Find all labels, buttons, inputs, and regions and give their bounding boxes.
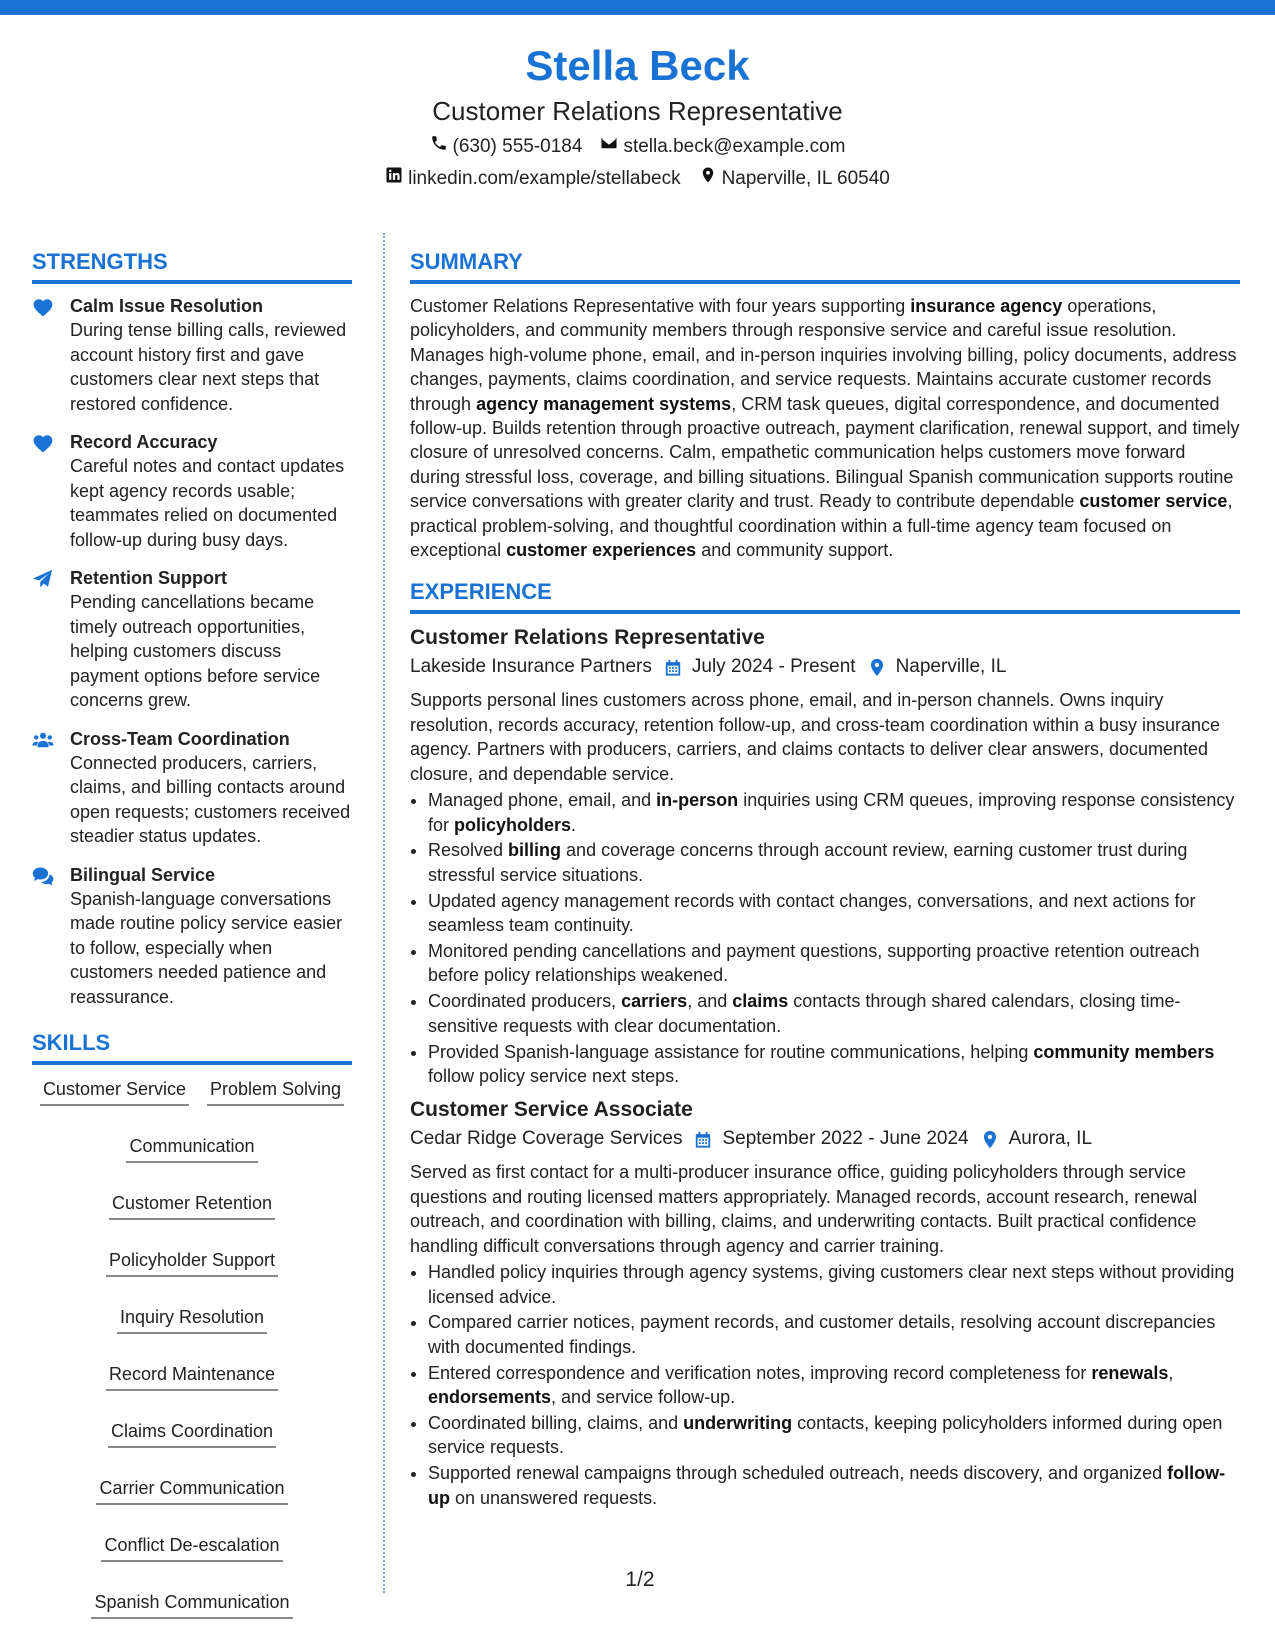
job-bullet: • Resolved billing and coverage concerns through account review, earning customer trust during stressful service situations. [428, 838, 1240, 887]
strength-description: During tense billing calls, reviewed account history first and gave customers clear next steps that restored confidence. [70, 320, 347, 414]
job-bullet: • Coordinated billing, claims, and underwriting contacts, keeping policyholders informed during open service requests. [428, 1411, 1240, 1460]
location-contact [699, 164, 890, 194]
phone-contact [430, 132, 583, 162]
strength-description: Connected producers, carriers, claims, and billing contacts around open requests; customers received steadier status updates. [70, 752, 351, 846]
job-bullet: • Entered correspondence and verification notes, improving record completeness for renewals, endorsements, and service follow-up. [428, 1361, 1240, 1410]
calendar-icon [694, 1130, 722, 1149]
strengths-heading: STRENGTHS [32, 248, 352, 284]
calendar-icon [664, 658, 692, 677]
map-pin-icon [868, 658, 896, 677]
emphasis-text: underwriting [683, 1413, 793, 1434]
map-pin-icon [699, 164, 717, 194]
phone-icon [430, 132, 448, 162]
strength-item [32, 863, 352, 1010]
strength-description: Spanish-language conversations made routine policy service easier to follow, especially when customers needed patience and reassurance. [70, 888, 343, 1007]
job-bullet: • Managed phone, email, and in-person inquiries using CRM queues, improving response consistency for policyholders. [428, 788, 1240, 837]
strengths-list [32, 294, 352, 1009]
emphasis-text: agency management systems [476, 393, 732, 414]
email-contact[interactable] [600, 132, 845, 162]
job-bullets [410, 788, 1240, 1088]
linkedin-icon [385, 164, 403, 194]
job-title: Customer Relations Representative [410, 626, 765, 650]
skills-list [32, 1075, 352, 1619]
job-meta [410, 652, 1240, 682]
summary-text: Customer Relations Representative with four years supporting insurance agency operations, policyholders, and community members through responsive service and careful issue resolution. Manages high-volume phone, email, and in-person inquiries involving billing, policy documents, address changes, payments, claims coordination, and service requests. Maintains accurate customer records through agency management systems, CRM task queues, digital correspondence, and documented follow-up. Builds retention through proactive outreach, payment clarification, renewal support, and timely closure of unresolved concerns. Calm, empathetic communication helps customers move forward during stressful loss, coverage, and billing situations. Bilingual Spanish communication supports routine service conversations with greater clarity and trust. Ready to contribute dependable customer service, practical problem-solving, and thoughtful coordination within a full-time agency team focused on exceptional customer experiences and community support. [410, 296, 1240, 561]
paper-plane-icon [32, 566, 56, 713]
job-bullet: • Provided Spanish-language assistance for routine communications, helping community members follow policy service next steps. [428, 1040, 1240, 1089]
emphasis-text: follow-up [428, 1463, 1226, 1508]
strength-title: Cross-Team Coordination [70, 728, 290, 749]
emphasis-text: in-person [656, 790, 739, 811]
job-bullet: • Handled policy inquiries through agency systems, giving customers clear next steps without providing licensed advice. [428, 1260, 1240, 1309]
job-bullet: • Compared carrier notices, payment records, and customer details, resolving account discrepancies with documented findings. [428, 1310, 1240, 1359]
strength-item [32, 294, 352, 416]
chat-bubbles-icon [32, 863, 56, 1010]
emphasis-text: insurance agency [910, 296, 1063, 316]
skill-tag: Inquiry Resolution [117, 1305, 267, 1334]
skill-tag: Spanish Communication [91, 1590, 292, 1619]
job-bullet: • Supported renewal campaigns through scheduled outreach, needs discovery, and organized follow-up on unanswered requests. [428, 1461, 1240, 1510]
skills-heading: SKILLS [32, 1029, 352, 1065]
candidate-title: Customer Relations Representative [432, 96, 843, 126]
job-title: Customer Service Associate [410, 1098, 693, 1122]
strength-item [32, 430, 352, 552]
users-icon [32, 727, 56, 849]
job-entry [410, 1096, 1240, 1510]
skill-tag: Problem Solving [207, 1077, 344, 1106]
location-text: Naperville, IL 60540 [721, 168, 890, 189]
company-name: Lakeside Insurance Partners [410, 656, 652, 678]
emphasis-text: endorsements [428, 1387, 552, 1408]
skill-tag: Carrier Communication [96, 1476, 287, 1505]
column-divider [383, 233, 385, 1593]
experience-heading: EXPERIENCE [410, 578, 1240, 614]
phone-number: (630) 555-0184 [452, 136, 583, 157]
emphasis-text: policyholders [454, 814, 572, 835]
contact-row-1 [0, 132, 1275, 162]
skill-tag: Conflict De-escalation [101, 1533, 282, 1562]
strength-item [32, 727, 352, 849]
left-column [32, 248, 352, 1619]
job-bullet: • Monitored pending cancellations and payment questions, supporting proactive retention outreach before policy relationships weakened. [428, 939, 1240, 988]
linkedin-contact[interactable] [385, 164, 680, 194]
map-pin-icon [981, 1130, 1009, 1149]
job-description: Served as first contact for a multi-producer insurance office, guiding policyholders through service questions and routing licensed matters appropriately. Managed records, account research, renewal outreach, and coordination with billing, claims, and underwriting contacts. Built practical confidence handling difficult conversations through agency and carrier training. [410, 1162, 1198, 1256]
strength-title: Calm Issue Resolution [70, 296, 264, 316]
job-dates: July 2024 - Present [691, 656, 856, 678]
heart-icon [32, 294, 56, 416]
job-description: Supports personal lines customers across phone, email, and in-person channels. Owns inquiry resolution, records accuracy, retention follow-up, and cross-team coordination within a busy insurance agency. Partners with producers, carriers, and claims contacts to deliver clear answers, documented closure, and dependable service. [410, 690, 1221, 784]
candidate-name: Stella Beck [525, 42, 750, 89]
skill-tag: Communication [126, 1134, 257, 1163]
strength-title: Record Accuracy [70, 432, 218, 452]
experience-list [410, 624, 1240, 1510]
envelope-icon [600, 132, 618, 162]
strength-title: Retention Support [70, 568, 227, 588]
right-column [410, 248, 1240, 1512]
top-accent-bar [0, 0, 1275, 15]
skill-tag: Record Maintenance [106, 1362, 278, 1391]
job-meta [410, 1124, 1240, 1154]
job-entry [410, 624, 1240, 1088]
emphasis-text: customer experiences [506, 540, 697, 561]
heart-icon [32, 430, 56, 552]
contact-row-2 [0, 164, 1275, 194]
emphasis-text: renewals [1091, 1362, 1169, 1383]
strength-description: Pending cancellations became timely outreach opportunities, helping customers discuss payment options before service concerns grew. [70, 592, 321, 710]
job-dates: September 2022 - June 2024 [722, 1128, 969, 1150]
skill-tag: Customer Retention [109, 1191, 275, 1220]
email-address[interactable]: stella.beck@example.com [623, 136, 846, 157]
job-bullets [410, 1260, 1240, 1510]
strength-description: Careful notes and contact updates kept agency records usable; teammates relied on documented follow-up during busy days. [70, 456, 345, 550]
emphasis-text: billing [508, 840, 562, 861]
skill-tag: Policyholder Support [106, 1248, 278, 1277]
emphasis-text: community members [1033, 1041, 1215, 1062]
linkedin-url[interactable]: linkedin.com/example/stellabeck [408, 168, 681, 189]
company-name: Cedar Ridge Coverage Services [410, 1128, 683, 1150]
skill-tag: Claims Coordination [108, 1419, 276, 1448]
resume-header [0, 40, 1275, 194]
strength-title: Bilingual Service [70, 864, 216, 885]
strength-item [32, 566, 352, 713]
job-bullet: • Coordinated producers, carriers, and claims contacts through shared calendars, closing time-sensitive requests with clear documentation. [428, 989, 1240, 1038]
page-number: 1/2 [625, 1568, 655, 1591]
emphasis-text: carriers [621, 991, 688, 1012]
job-location: Aurora, IL [1008, 1128, 1093, 1150]
emphasis-text: claims [732, 991, 789, 1012]
emphasis-text: customer service [1079, 491, 1228, 512]
skill-tag: Customer Service [40, 1077, 189, 1106]
job-bullet: • Updated agency management records with contact changes, conversations, and next actions for seamless team continuity. [428, 889, 1240, 938]
job-location: Naperville, IL [895, 656, 1007, 678]
summary-heading: SUMMARY [410, 248, 1240, 284]
